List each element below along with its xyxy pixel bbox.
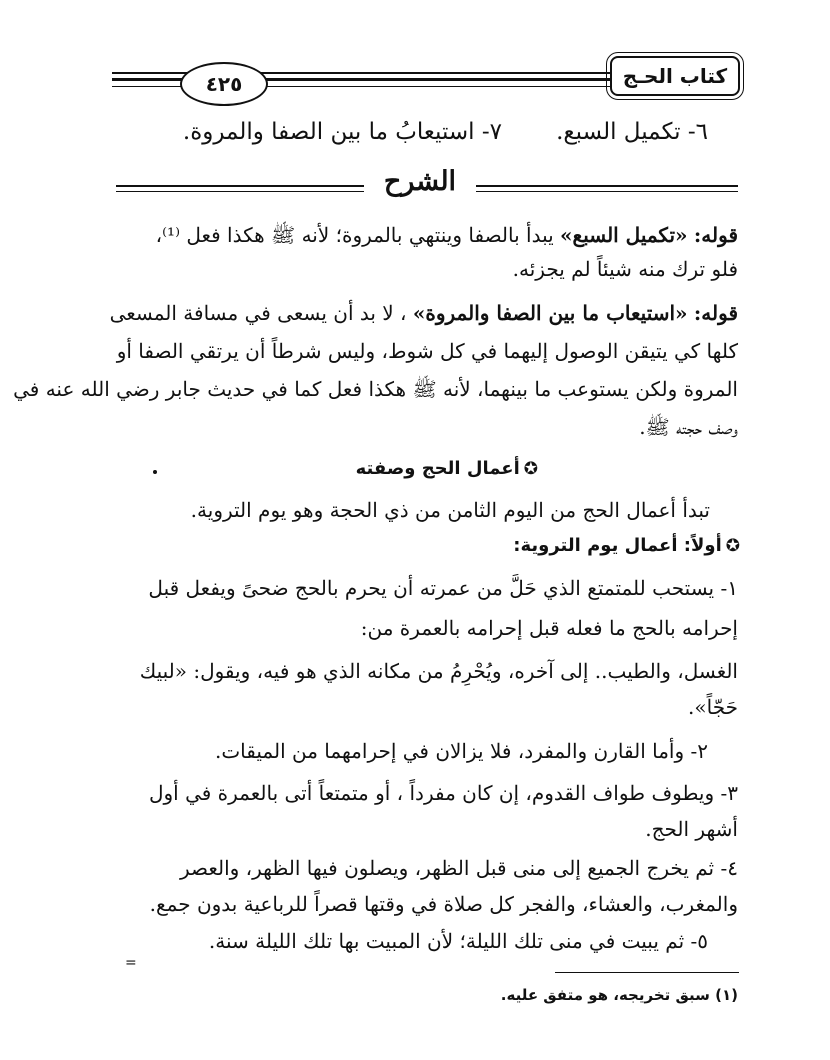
margin-mark: = — [125, 955, 137, 971]
para2-line4: وصف حجته ﷺ. — [639, 415, 738, 439]
point5-line: ٥- ثم يبيت في منى تلك الليلة؛ لأن المبيت بها تلك الليلة سنة. — [208, 929, 708, 953]
title-rule-left — [116, 191, 364, 192]
heading-text: أولاً: أعمال يوم التروية: — [513, 535, 722, 556]
title-rule-left — [116, 185, 364, 187]
para2-line3: المروة ولكن يستوعب ما بينهما، لأنه ﷺ هكذا فعل كما في حديث جابر رضي الله عنه في — [13, 377, 738, 401]
point4-line2: والمغرب، والعشاء، والفجر كل صلاة في وقتها قصراً للرباعية بدون جمع. — [149, 892, 738, 916]
point3-line2: أشهر الحج. — [645, 817, 738, 841]
stray-dot — [153, 470, 157, 474]
para1-text: يبدأ بالصفا وينتهي بالمروة؛ لأنه ﷺ هكذا فعل ⁽¹⁾، — [155, 223, 554, 247]
heading-hajj-deeds — [356, 456, 538, 482]
para2-line2: كلها كي يتيقن الوصول إليهما في كل شوط، وليس شرطاً أن يرتقي الصفا أو — [116, 339, 738, 363]
point1-line2: إحرامه بالحج ما فعله قبل إحرامه بالعمرة من: — [360, 616, 738, 640]
heading-tarwiya — [513, 533, 740, 559]
intro-line: تبدأ أعمال الحج من اليوم الثامن من ذي الحجة وهو يوم التروية. — [190, 498, 710, 522]
para1-label: قوله: — [693, 223, 738, 247]
item-7: ٧- استيعابُ ما بين الصفا والمروة. — [182, 119, 502, 145]
para2-line1 — [110, 300, 738, 326]
section-title: الشرح — [383, 166, 457, 197]
point3-line1: ٣- ويطوف طواف القدوم، إن كان مفرداً ، أو متمتعاً أتى بالعمرة في أول — [148, 781, 738, 805]
page-number: ٤٢٥ — [180, 62, 268, 106]
book-title: كتاب الحـج — [610, 56, 740, 96]
point2-line: ٢- وأما القارن والمفرد، فلا يزالان في إحرامهما من الميقات. — [215, 739, 708, 763]
heading-text: أعمال الحج وصفته — [355, 458, 520, 479]
para2-quote: «استيعاب ما بين الصفا والمروة» — [412, 301, 688, 325]
para1-quote: «تكميل السبع» — [560, 223, 688, 247]
point4-line1: ٤- ثم يخرج الجميع إلى منى قبل الظهر، ويصلون فيها الظهر، والعصر — [179, 856, 738, 880]
point1-line3: الغسل، والطيب.. إلى آخره، ويُحْرِمُ من مكانه الذي هو فيه، ويقول: «لبيك — [139, 659, 738, 683]
point1-line4: حَجّاً». — [688, 695, 738, 719]
footnote-rule — [555, 972, 739, 973]
title-rule-right — [476, 185, 738, 187]
footnote: (١) سبق تخريجه، هو متفق عليه. — [500, 986, 738, 1004]
para1-line2: فلو ترك منه شيئاً لم يجزئه. — [512, 257, 738, 281]
sun-ornament-icon: ✪ — [523, 459, 538, 479]
point1-line1: ١- يستحب للمتمتع الذي حَلَّ من عمرته أن يحرم بالحج ضحىً ويفعل قبل — [148, 576, 738, 600]
para1-line1 — [156, 222, 738, 248]
item-6: ٦- تكميل السبع. — [556, 119, 708, 145]
para2-label: قوله: — [693, 301, 738, 325]
title-rule-right — [476, 191, 738, 192]
sun-ornament-icon: ✪ — [725, 536, 740, 556]
para2-text: ، لا بد أن يسعى في مسافة المسعى — [109, 301, 407, 325]
